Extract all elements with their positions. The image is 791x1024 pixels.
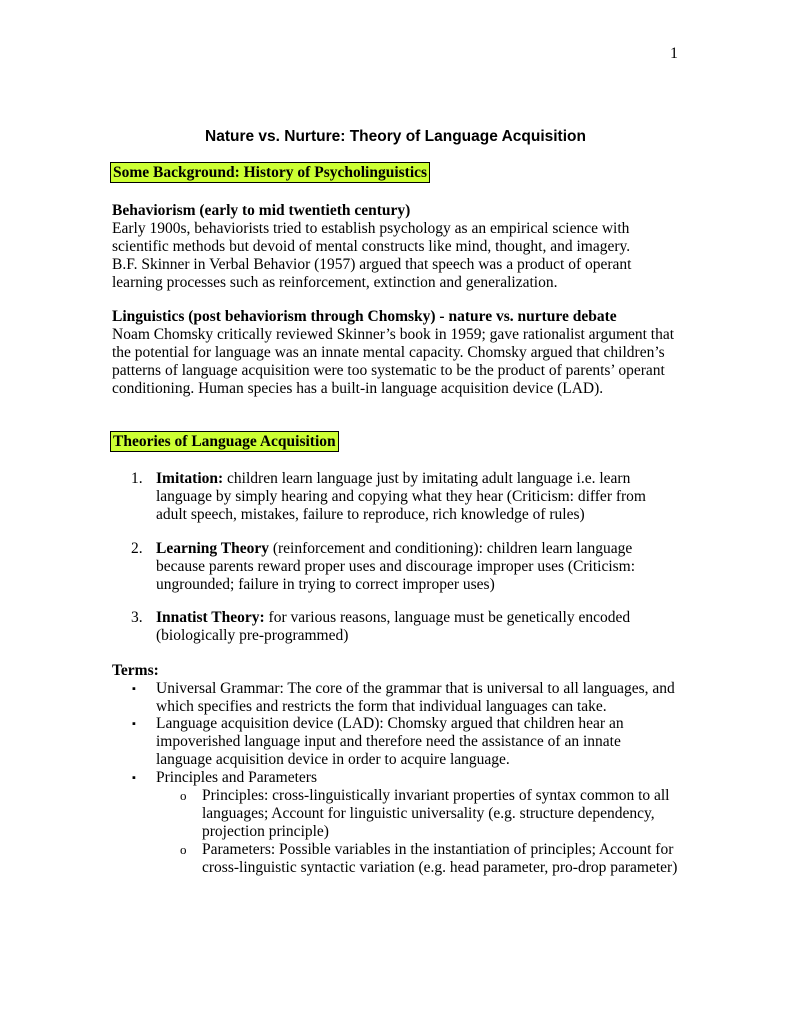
paragraph-line: B.F. Skinner in Verbal Behavior (1957) argued that speech was a product of operant [112, 256, 632, 273]
term-text: Universal Grammar: The core of the grammar that is universal to all languages, and [156, 680, 675, 697]
term-text: languages; Account for linguistic universality (e.g. structure dependency, [202, 805, 655, 822]
paragraph-line: Noam Chomsky critically reviewed Skinner’s book in 1959; gave rationalist argument that [112, 326, 675, 343]
list-number: 1. [131, 470, 143, 487]
theories-heading-wrapper [110, 433, 339, 451]
page-number: 1 [670, 45, 678, 62]
term-text: which specifies and restricts the form that individual languages can take. [156, 698, 607, 715]
term-text: Parameters: Possible variables in the instantiation of principles; Account for [202, 841, 674, 858]
term-text: projection principle) [202, 823, 329, 840]
theory-text: because parents reward proper uses and discourage improper uses (Criticism: [156, 558, 636, 575]
square-bullet-icon: ▪ [132, 772, 136, 784]
document-title: Nature vs. Nurture: Theory of Language Acquisition [205, 128, 586, 145]
list-item-text [202, 787, 692, 841]
list-number: 3. [131, 609, 143, 626]
list-item-text [156, 715, 686, 769]
list-item-text [156, 680, 686, 716]
theory-text: (reinforcement and conditioning): children learn language [268, 540, 633, 557]
term-text: Principles: cross-linguistically invariant properties of syntax common to all [202, 787, 670, 804]
list-item-text [156, 609, 672, 645]
paragraph-line: patterns of language acquisition were too systematic to be the product of parents’ operant [112, 362, 665, 379]
behaviorism-heading: Behaviorism (early to mid twentieth century) [112, 202, 411, 219]
linguistics-heading: Linguistics (post behaviorism through Chomsky) - nature vs. nurture debate [112, 308, 617, 325]
square-bullet-icon: ▪ [132, 683, 136, 695]
behaviorism-section [112, 202, 672, 292]
circle-bullet-icon: o [180, 788, 187, 803]
highlighted-heading: Some Background: History of Psycholinguistics [110, 162, 430, 183]
list-item-text [156, 769, 686, 787]
theory-text: children learn language just by imitating adult language i.e. learn [223, 470, 631, 487]
theory-text: for various reasons, language must be genetically encoded [264, 609, 631, 626]
paragraph-line: Early 1900s, behaviorists tried to establish psychology as an empirical science with [112, 220, 630, 237]
list-item-text [156, 540, 672, 594]
theory-name: Imitation: [156, 470, 224, 487]
linguistics-section [112, 308, 692, 398]
theory-text: (biologically pre-programmed) [156, 627, 349, 644]
term-text: cross-linguistic syntactic variation (e.g. head parameter, pro-drop parameter) [202, 859, 678, 876]
list-item-text [156, 470, 672, 524]
theory-name: Learning Theory [156, 540, 269, 557]
term-text: Principles and Parameters [156, 769, 317, 786]
list-item-text [202, 841, 692, 877]
square-bullet-icon: ▪ [132, 718, 136, 730]
theory-name: Innatist Theory: [156, 609, 265, 626]
paragraph-line: scientific methods but devoid of mental constructs like mind, thought, and imagery. [112, 238, 631, 255]
term-text: impoverished language input and therefore need the assistance of an innate [156, 733, 621, 750]
term-text: Language acquisition device (LAD): Chomsky argued that children hear an [156, 715, 624, 732]
circle-bullet-icon: o [180, 842, 187, 857]
highlighted-heading: Theories of Language Acquisition [110, 431, 339, 452]
section-heading-background [110, 164, 430, 182]
paragraph-line: the potential for language was an innate mental capacity. Chomsky argued that children’s [112, 344, 665, 361]
paragraph-line: conditioning. Human species has a built-in language acquisition device (LAD). [112, 380, 604, 397]
terms-heading: Terms: [112, 662, 159, 679]
theory-text: adult speech, mistakes, failure to reproduce, rich knowledge of rules) [156, 506, 585, 523]
list-number: 2. [131, 540, 143, 557]
theory-text: language by simply hearing and copying what they hear (Criticism: differ from [156, 488, 646, 505]
paragraph-line: learning processes such as reinforcement, extinction and generalization. [112, 274, 558, 291]
term-text: language acquisition device in order to acquire language. [156, 751, 510, 768]
theory-text: ungrounded; failure in trying to correct improper uses) [156, 576, 495, 593]
